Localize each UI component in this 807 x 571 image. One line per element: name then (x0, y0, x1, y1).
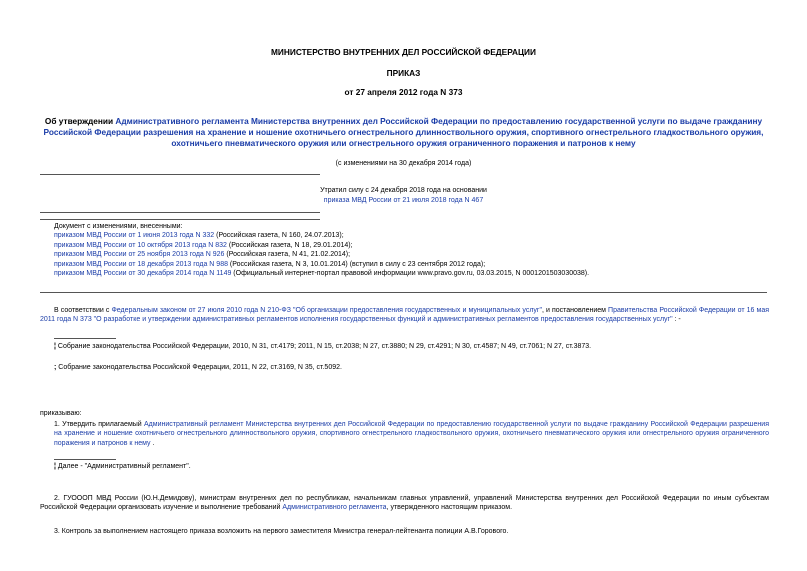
changes-block (54, 222, 589, 279)
divider (40, 219, 320, 220)
amendment-note: (с изменениями на 30 декабря 2014 года) (335, 160, 472, 167)
federal-law-link[interactable]: Федеральным законом от 27 июля 2010 года N 210-ФЗ "Об организации предоставления государственных и муниципальных услуг" (111, 307, 542, 314)
expired-line-1: Утратил силу с 24 декабря 2018 года на основании (320, 187, 487, 194)
change-link[interactable]: приказом МВД России от 25 ноября 2013 года N 926 (54, 251, 225, 259)
order-paragraph-2: 2. ГУОООП МВД России (Ю.Н.Демидову), министрам внутренних дел по республикам, начальникам главных управлений, управлений Министерства внутренних дел Российской Федерации по иным субъектам Российской Федерации организовать изучение и выполнение требований Административного регламента, утвержденного настоящим приказом. (40, 495, 769, 512)
footnote-1: ¦ Собрание законодательства Российской Федерации, 2010, N 31, ст.4179; 2011, N 15, ст.2038; N 27, ст.3880; N 29, ст.4291; N 30, ст.4587; N 49, ст.7061; N 27, ст.3873. (54, 343, 592, 350)
change-link[interactable]: приказом МВД России от 10 октября 2013 года N 832 (54, 241, 227, 249)
footnote-3: ¦ Далее - "Административный регламент". (54, 463, 191, 470)
regulation-link[interactable]: Административный регламент Министерства внутренних дел Российской Федерации по предоставлению государственной услуги по выдаче гражданину Российской Федерации разрешения на хранение и ношение охотничьего огнестрельного длинноствольного оружия, спортивного огнестрельного гладкоствольного оружия, охотничьего пневматического оружия или огнестрельного оружия ограниченного поражения и патронов к нему (54, 421, 769, 447)
footnote-2: ; Собрание законодательства Российской Федерации, 2011, N 22, ст.3169, N 35, ст.5092. (54, 364, 342, 371)
divider (40, 174, 320, 175)
doc-type-heading: ПРИКАЗ (386, 68, 421, 78)
list-item: приказом МВД России от 25 ноября 2013 года N 926 (Российская газета, N 41, 21.02.2014); (54, 251, 351, 259)
divider (40, 212, 320, 213)
prikazyvayu: приказываю: (40, 410, 82, 417)
list-item: приказом МВД России от 18 декабря 2013 года N 988 (Российская газета, N 3, 10.01.2014) (вступил в силу с 23 сентября 2012 года); (54, 260, 486, 268)
government-resolution-link[interactable]: Правительства Российской Федерации от 16 мая 2011 года N 373 "О разработке и утверждении административных регламентов исполнения государственных функций и административных регламентов предоставления государственных услуг" (40, 307, 770, 324)
order-paragraph-3: 3. Контроль за выполнением настоящего приказа возложить на первого заместителя Министра генерал-лейтенанта полиции А.В.Горового. (54, 528, 509, 535)
ministry-heading: МИНИСТЕРСТВО ВНУТРЕННИХ ДЕЛ РОССИЙСКОЙ ФЕДЕРАЦИИ (271, 47, 536, 57)
change-link[interactable]: приказом МВД России от 1 июня 2013 года N 332 (54, 232, 215, 240)
footnote-divider (54, 338, 116, 339)
list-item: приказом МВД России от 10 октября 2013 года N 832 (Российская газета, N 18, 29.01.2014); (54, 241, 353, 249)
expired-order-link[interactable]: приказа МВД России от 21 июля 2018 года N 467 (323, 197, 484, 204)
change-link[interactable]: приказом МВД России от 30 декабря 2014 года N 1149 (54, 270, 232, 278)
footnote-divider (54, 459, 116, 460)
document-title (40, 116, 767, 148)
title-prefix: Об утверждении (44, 116, 116, 126)
list-item: приказом МВД России от 1 июня 2013 года N 332 (Российская газета, N 160, 24.07.2013); (54, 232, 344, 240)
changes-heading: Документ с изменениями, внесенными: (54, 223, 183, 230)
preamble-paragraph: В соответствии с Федеральным законом от 27 июля 2010 года N 210-ФЗ "Об организации предоставления государственных и муниципальных услуг", и постановлением Правительства Российской Федерации от 16 мая 2011 года N 373 "О разработке и утверждении административных регламентов исполнения государственных функций и административных регламентов предоставления государственных услуг" : - (40, 307, 770, 324)
divider (40, 292, 767, 293)
doc-date-number: от 27 апреля 2012 года N 373 (344, 87, 463, 97)
change-link[interactable]: приказом МВД России от 18 декабря 2013 года N 988 (54, 260, 228, 268)
regulation-link[interactable]: Административного регламента (282, 504, 387, 512)
title-regulation-link[interactable]: Административного регламента Министерства внутренних дел Российской Федерации по предоставлению государственной услуги по выдаче гражданину Российской Федерации разрешения на хранение и ношение охотничьего огнестрельного длинноствольного оружия, спортивного огнестрельного гладкоствольного оружия, охотничьего пневматического оружия или огнестрельного оружия ограниченного поражения и патронов к нему (43, 116, 764, 148)
list-item: приказом МВД России от 30 декабря 2014 года N 1149 (Официальный интернет-портал правовой информации www.pravo.gov.ru, 03.03.2015, N 0001201503030038). (54, 270, 590, 278)
order-paragraph-1: 1. Утвердить прилагаемый Административный регламент Министерства внутренних дел Российской Федерации по предоставлению государственной услуги по выдаче гражданину Российской Федерации разрешения на хранение и ношение охотничьего огнестрельного длинноствольного оружия, спортивного огнестрельного гладкоствольного оружия, охотничьего пневматического оружия или огнестрельного оружия ограниченного поражения и патронов к нему . (54, 421, 769, 447)
